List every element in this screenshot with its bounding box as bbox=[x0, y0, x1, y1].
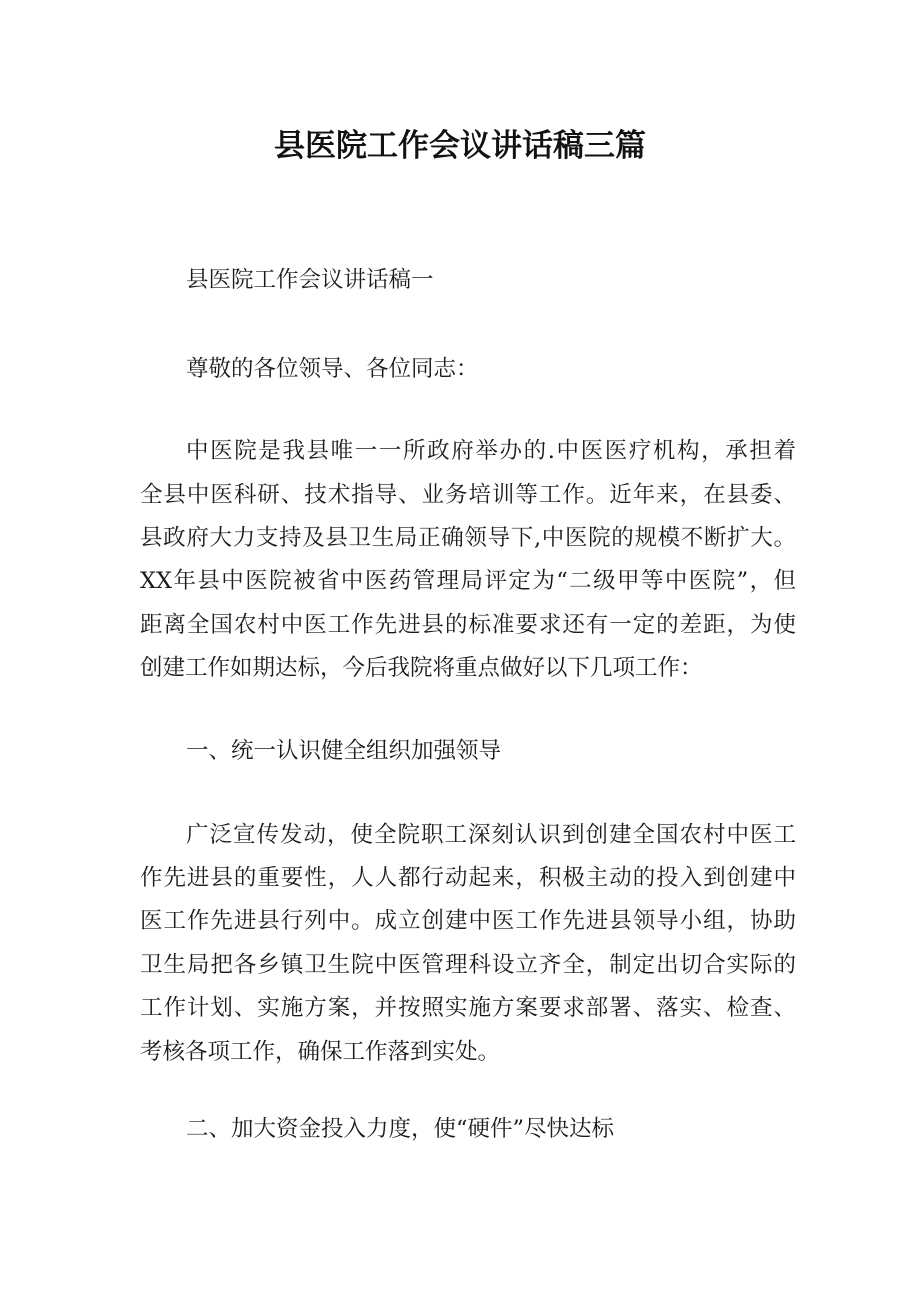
paragraph-line: XX年县中医院被省中医药管理局评定为“二级甲等中医院”，但 bbox=[140, 568, 796, 594]
paragraph-line: 中医院是我县唯一一所政府举办的.中医医疗机构，承担着 bbox=[186, 438, 796, 464]
document-title: 县医院工作会议讲话稿三篇 bbox=[274, 128, 646, 164]
paragraph-line: 卫生局把各乡镇卫生院中医管理科设立齐全，制定出切合实际的 bbox=[140, 952, 796, 978]
paragraph-line: 距离全国农村中医工作先进县的标准要求还有一定的差距，为使 bbox=[140, 612, 796, 638]
paragraph-line: 县政府大力支持及县卫生局正确领导下,中医院的规模不断扩大。 bbox=[140, 525, 796, 551]
salutation: 尊敬的各位领导、各位同志： bbox=[186, 356, 479, 382]
section-subtitle: 县医院工作会议讲话稿一 bbox=[186, 267, 434, 293]
paragraph-line: 工作计划、实施方案，并按照实施方案要求部署、落实、检查、 bbox=[140, 995, 796, 1021]
paragraph-line: 考核各项工作，确保工作落到实处。 bbox=[140, 1039, 501, 1065]
paragraph-line: 医工作先进县行列中。成立创建中医工作先进县领导小组，协助 bbox=[140, 908, 796, 934]
paragraph-line: 创建工作如期达标，今后我院将重点做好以下几项工作： bbox=[140, 655, 703, 681]
section-heading-2: 二、加大资金投入力度，使“硬件”尽快达标 bbox=[186, 1116, 615, 1142]
paragraph-line: 作先进县的重要性，人人都行动起来，积极主动的投入到创建中 bbox=[140, 865, 796, 891]
section-heading-1: 一、统一认识健全组织加强领导 bbox=[186, 738, 502, 764]
paragraph-line: 全县中医科研、技术指导、业务培训等工作。近年来，在县委、 bbox=[140, 482, 796, 508]
paragraph-line: 广泛宣传发动，使全院职工深刻认识到创建全国农村中医工 bbox=[186, 822, 796, 848]
